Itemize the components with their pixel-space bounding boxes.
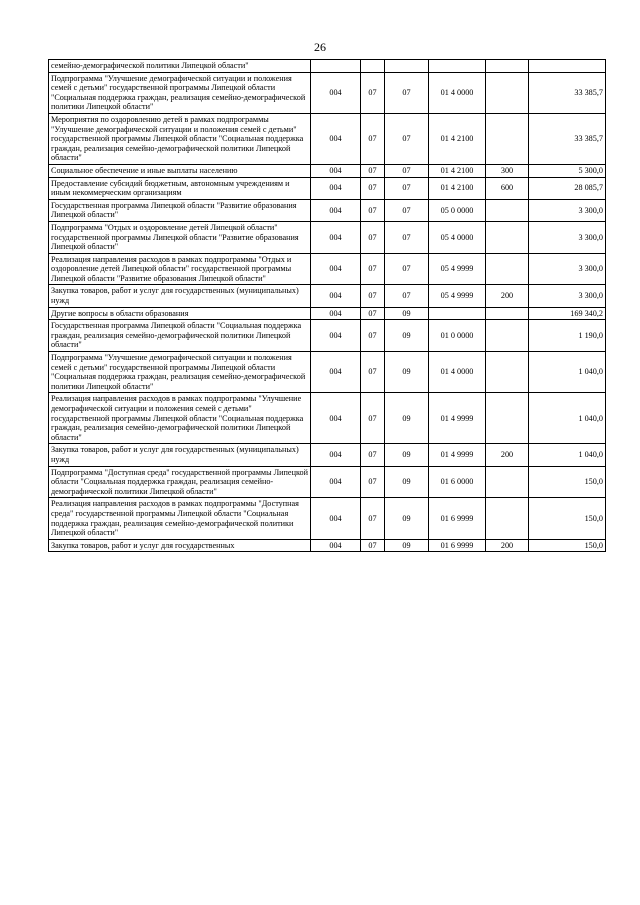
cell-amount: 33 385,7	[529, 113, 606, 164]
cell-expense-type	[486, 253, 529, 285]
cell-section: 07	[361, 352, 385, 393]
cell-ministry: 004	[311, 307, 361, 320]
table-row	[49, 72, 606, 113]
cell-target-article: 05 0 0000	[429, 199, 486, 221]
table-row	[49, 164, 606, 177]
cell-expense-type	[486, 221, 529, 253]
cell-name: Подпрограмма "Отдых и оздоровление детей Липецкой области" государственной программы Липецкой области "Развитие образования Липецкой области"	[49, 221, 311, 253]
cell-amount: 150,0	[529, 539, 606, 552]
cell-ministry: 004	[311, 72, 361, 113]
cell-amount: 3 300,0	[529, 221, 606, 253]
cell-section: 07	[361, 498, 385, 539]
cell-section: 07	[361, 199, 385, 221]
cell-expense-type	[486, 320, 529, 352]
cell-amount: 3 300,0	[529, 199, 606, 221]
cell-amount: 3 300,0	[529, 285, 606, 307]
cell-name: Подпрограмма "Улучшение демографической ситуации и положения семей с детьми" государственной программы Липецкой области "Социальная поддержка граждан, реализация семейно-демографической политики Липецкой области"	[49, 72, 311, 113]
cell-expense-type	[486, 466, 529, 498]
cell-target-article: 01 4 0000	[429, 72, 486, 113]
cell-ministry: 004	[311, 320, 361, 352]
cell-target-article	[429, 307, 486, 320]
table-row	[49, 352, 606, 393]
cell-expense-type	[486, 352, 529, 393]
cell-amount: 3 300,0	[529, 253, 606, 285]
cell-amount: 33 385,7	[529, 72, 606, 113]
cell-target-article: 01 6 9999	[429, 539, 486, 552]
cell-target-article: 01 4 0000	[429, 352, 486, 393]
table-row	[49, 393, 606, 444]
cell-section	[361, 60, 385, 73]
cell-ministry: 004	[311, 164, 361, 177]
cell-name: Мероприятия по оздоровлению детей в рамках подпрограммы "Улучшение демографической ситуации и положения семей с детьми" государственной программы Липецкой области "Социальная поддержка граждан, реализация семейно-демографической политики Липецкой области"	[49, 113, 311, 164]
cell-name: Государственная программа Липецкой области "Социальная поддержка граждан, реализация семейно-демографической политики Липецкой области"	[49, 320, 311, 352]
table-row	[49, 199, 606, 221]
cell-target-article	[429, 60, 486, 73]
cell-subsection	[385, 60, 429, 73]
cell-amount	[529, 60, 606, 73]
cell-subsection: 09	[385, 539, 429, 552]
page-number: 26	[314, 40, 326, 54]
budget-table	[48, 59, 606, 552]
cell-target-article: 01 6 9999	[429, 498, 486, 539]
cell-ministry: 004	[311, 113, 361, 164]
cell-subsection: 07	[385, 113, 429, 164]
table-row	[49, 177, 606, 199]
cell-name: Реализация направления расходов в рамках подпрограммы "Доступная среда" государственной программы Липецкой области "Социальная поддержка граждан, реализация семейно-демографической политики Липецкой области"	[49, 498, 311, 539]
cell-expense-type	[486, 60, 529, 73]
cell-section: 07	[361, 253, 385, 285]
cell-expense-type: 200	[486, 444, 529, 466]
cell-ministry: 004	[311, 498, 361, 539]
cell-amount: 150,0	[529, 466, 606, 498]
cell-section: 07	[361, 164, 385, 177]
cell-subsection: 09	[385, 466, 429, 498]
cell-ministry: 004	[311, 199, 361, 221]
cell-section: 07	[361, 177, 385, 199]
cell-target-article: 01 4 9999	[429, 444, 486, 466]
cell-name: Другие вопросы в области образования	[49, 307, 311, 320]
cell-expense-type	[486, 72, 529, 113]
cell-ministry: 004	[311, 444, 361, 466]
cell-amount: 1 190,0	[529, 320, 606, 352]
cell-subsection: 07	[385, 253, 429, 285]
table-body	[49, 60, 606, 552]
cell-ministry	[311, 60, 361, 73]
cell-name: Закупка товаров, работ и услуг для государственных	[49, 539, 311, 552]
cell-target-article: 05 4 9999	[429, 253, 486, 285]
cell-expense-type: 600	[486, 177, 529, 199]
cell-ministry: 004	[311, 539, 361, 552]
cell-subsection: 07	[385, 221, 429, 253]
table-row	[49, 285, 606, 307]
cell-subsection: 07	[385, 285, 429, 307]
cell-subsection: 09	[385, 320, 429, 352]
cell-amount: 169 340,2	[529, 307, 606, 320]
cell-section: 07	[361, 285, 385, 307]
cell-expense-type	[486, 113, 529, 164]
table-row	[49, 539, 606, 552]
cell-amount: 1 040,0	[529, 393, 606, 444]
cell-section: 07	[361, 72, 385, 113]
cell-subsection: 07	[385, 177, 429, 199]
cell-amount: 150,0	[529, 498, 606, 539]
cell-name: Реализация направления расходов в рамках подпрограммы "Отдых и оздоровление детей Липецкой области" государственной программы Липецкой области "Развитие образования Липецкой области"	[49, 253, 311, 285]
cell-target-article: 01 4 2100	[429, 113, 486, 164]
cell-target-article: 05 4 0000	[429, 221, 486, 253]
cell-subsection: 09	[385, 498, 429, 539]
cell-ministry: 004	[311, 253, 361, 285]
cell-target-article: 01 4 2100	[429, 164, 486, 177]
cell-section: 07	[361, 113, 385, 164]
cell-name: Подпрограмма "Улучшение демографической ситуации и положения семей с детьми" государственной программы Липецкой области "Социальная поддержка граждан, реализация семейно-демографической политики Липецкой области"	[49, 352, 311, 393]
cell-subsection: 07	[385, 164, 429, 177]
cell-target-article: 01 0 0000	[429, 320, 486, 352]
cell-expense-type	[486, 199, 529, 221]
cell-expense-type: 200	[486, 539, 529, 552]
cell-ministry: 004	[311, 466, 361, 498]
cell-section: 07	[361, 307, 385, 320]
cell-expense-type: 200	[486, 285, 529, 307]
cell-section: 07	[361, 539, 385, 552]
table-row	[49, 60, 606, 73]
cell-ministry: 004	[311, 177, 361, 199]
cell-section: 07	[361, 393, 385, 444]
cell-name: Государственная программа Липецкой области "Развитие образования Липецкой области"	[49, 199, 311, 221]
table-row	[49, 307, 606, 320]
cell-subsection: 07	[385, 72, 429, 113]
cell-name: Подпрограмма "Доступная среда" государственной программы Липецкой области "Социальная поддержка граждан, реализация семейно-демографической политики Липецкой области"	[49, 466, 311, 498]
cell-expense-type	[486, 393, 529, 444]
table-row	[49, 498, 606, 539]
cell-target-article: 05 4 9999	[429, 285, 486, 307]
cell-subsection: 09	[385, 352, 429, 393]
cell-target-article: 01 4 2100	[429, 177, 486, 199]
cell-target-article: 01 4 9999	[429, 393, 486, 444]
cell-subsection: 09	[385, 444, 429, 466]
table-row	[49, 113, 606, 164]
cell-ministry: 004	[311, 285, 361, 307]
cell-section: 07	[361, 320, 385, 352]
cell-expense-type	[486, 498, 529, 539]
cell-section: 07	[361, 221, 385, 253]
cell-amount: 1 040,0	[529, 444, 606, 466]
cell-name: Предоставление субсидий бюджетным, автономным учреждениям и иным некоммерческим организациям	[49, 177, 311, 199]
table-row	[49, 320, 606, 352]
cell-ministry: 004	[311, 352, 361, 393]
cell-name: Закупка товаров, работ и услуг для государственных (муниципальных) нужд	[49, 285, 311, 307]
cell-name: Реализация направления расходов в рамках подпрограммы "Улучшение демографической ситуации и положения семей с детьми" государственной программы Липецкой области "Социальная поддержка граждан, реализация семейно-демографической политики Липецкой области"	[49, 393, 311, 444]
table-row	[49, 444, 606, 466]
cell-name: семейно-демографической политики Липецкой области"	[49, 60, 311, 73]
cell-amount: 1 040,0	[529, 352, 606, 393]
cell-expense-type	[486, 307, 529, 320]
cell-ministry: 004	[311, 221, 361, 253]
table-row	[49, 221, 606, 253]
table-row	[49, 253, 606, 285]
cell-target-article: 01 6 0000	[429, 466, 486, 498]
table-row	[49, 466, 606, 498]
cell-subsection: 09	[385, 307, 429, 320]
cell-subsection: 07	[385, 199, 429, 221]
cell-amount: 5 300,0	[529, 164, 606, 177]
cell-subsection: 09	[385, 393, 429, 444]
cell-section: 07	[361, 466, 385, 498]
cell-name: Закупка товаров, работ и услуг для государственных (муниципальных) нужд	[49, 444, 311, 466]
cell-expense-type: 300	[486, 164, 529, 177]
cell-section: 07	[361, 444, 385, 466]
cell-amount: 28 085,7	[529, 177, 606, 199]
cell-ministry: 004	[311, 393, 361, 444]
cell-name: Социальное обеспечение и иные выплаты населению	[49, 164, 311, 177]
